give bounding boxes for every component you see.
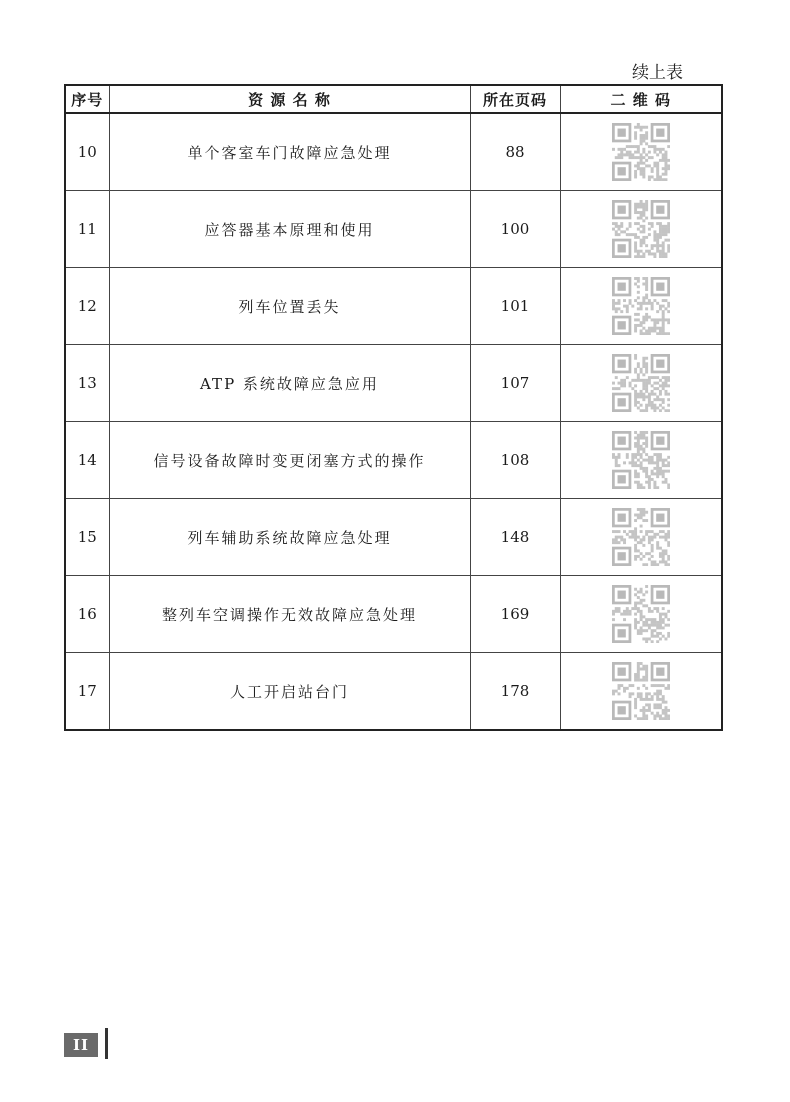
- row-page: 100: [470, 191, 560, 268]
- row-qr-cell: [560, 191, 722, 268]
- row-name: ATP 系统故障应急应用: [109, 345, 470, 422]
- qr-code-icon[interactable]: [612, 431, 670, 489]
- qr-code-icon[interactable]: [612, 508, 670, 566]
- row-page: 169: [470, 576, 560, 653]
- header-page: 所在页码: [470, 85, 560, 113]
- header-index: 序号: [65, 85, 109, 113]
- row-name: 整列车空调操作无效故障应急处理: [109, 576, 470, 653]
- qr-code-icon[interactable]: [612, 354, 670, 412]
- qr-code-icon[interactable]: [612, 662, 670, 720]
- header-qr: 二 维 码: [560, 85, 722, 113]
- row-page: 101: [470, 268, 560, 345]
- qr-code-icon[interactable]: [612, 200, 670, 258]
- row-name: 人工开启站台门: [109, 653, 470, 731]
- table-row: [65, 422, 722, 499]
- row-name: 单个客室车门故障应急处理: [109, 113, 470, 191]
- row-page: 148: [470, 499, 560, 576]
- header-name: 资 源 名 称: [109, 85, 470, 113]
- row-qr-cell: [560, 499, 722, 576]
- row-index: 16: [65, 576, 109, 653]
- table-row: [65, 653, 722, 731]
- row-page: 107: [470, 345, 560, 422]
- row-index: 11: [65, 191, 109, 268]
- row-page: 88: [470, 113, 560, 191]
- row-index: 13: [65, 345, 109, 422]
- row-qr-cell: [560, 653, 722, 731]
- row-qr-cell: [560, 576, 722, 653]
- table-row: [65, 576, 722, 653]
- qr-code-icon[interactable]: [612, 585, 670, 643]
- row-index: 17: [65, 653, 109, 731]
- row-page: 178: [470, 653, 560, 731]
- qr-code-icon[interactable]: [612, 123, 670, 181]
- table-row: [65, 191, 722, 268]
- table-header-row: [65, 85, 722, 113]
- row-index: 15: [65, 499, 109, 576]
- table-row: [65, 345, 722, 422]
- table-row: [65, 499, 722, 576]
- row-qr-cell: [560, 113, 722, 191]
- row-index: 10: [65, 113, 109, 191]
- table-row: [65, 113, 722, 191]
- resource-table: [64, 84, 723, 731]
- row-name: 列车位置丢失: [109, 268, 470, 345]
- row-name: 信号设备故障时变更闭塞方式的操作: [109, 422, 470, 499]
- row-page: 108: [470, 422, 560, 499]
- continued-label: 续上表: [632, 63, 683, 83]
- row-name: 应答器基本原理和使用: [109, 191, 470, 268]
- row-name: 列车辅助系统故障应急处理: [109, 499, 470, 576]
- row-index: 12: [65, 268, 109, 345]
- row-qr-cell: [560, 422, 722, 499]
- table-row: [65, 268, 722, 345]
- row-index: 14: [65, 422, 109, 499]
- page-number: II: [64, 1033, 98, 1057]
- row-qr-cell: [560, 345, 722, 422]
- row-qr-cell: [560, 268, 722, 345]
- page-divider: [105, 1028, 108, 1059]
- qr-code-icon[interactable]: [612, 277, 670, 335]
